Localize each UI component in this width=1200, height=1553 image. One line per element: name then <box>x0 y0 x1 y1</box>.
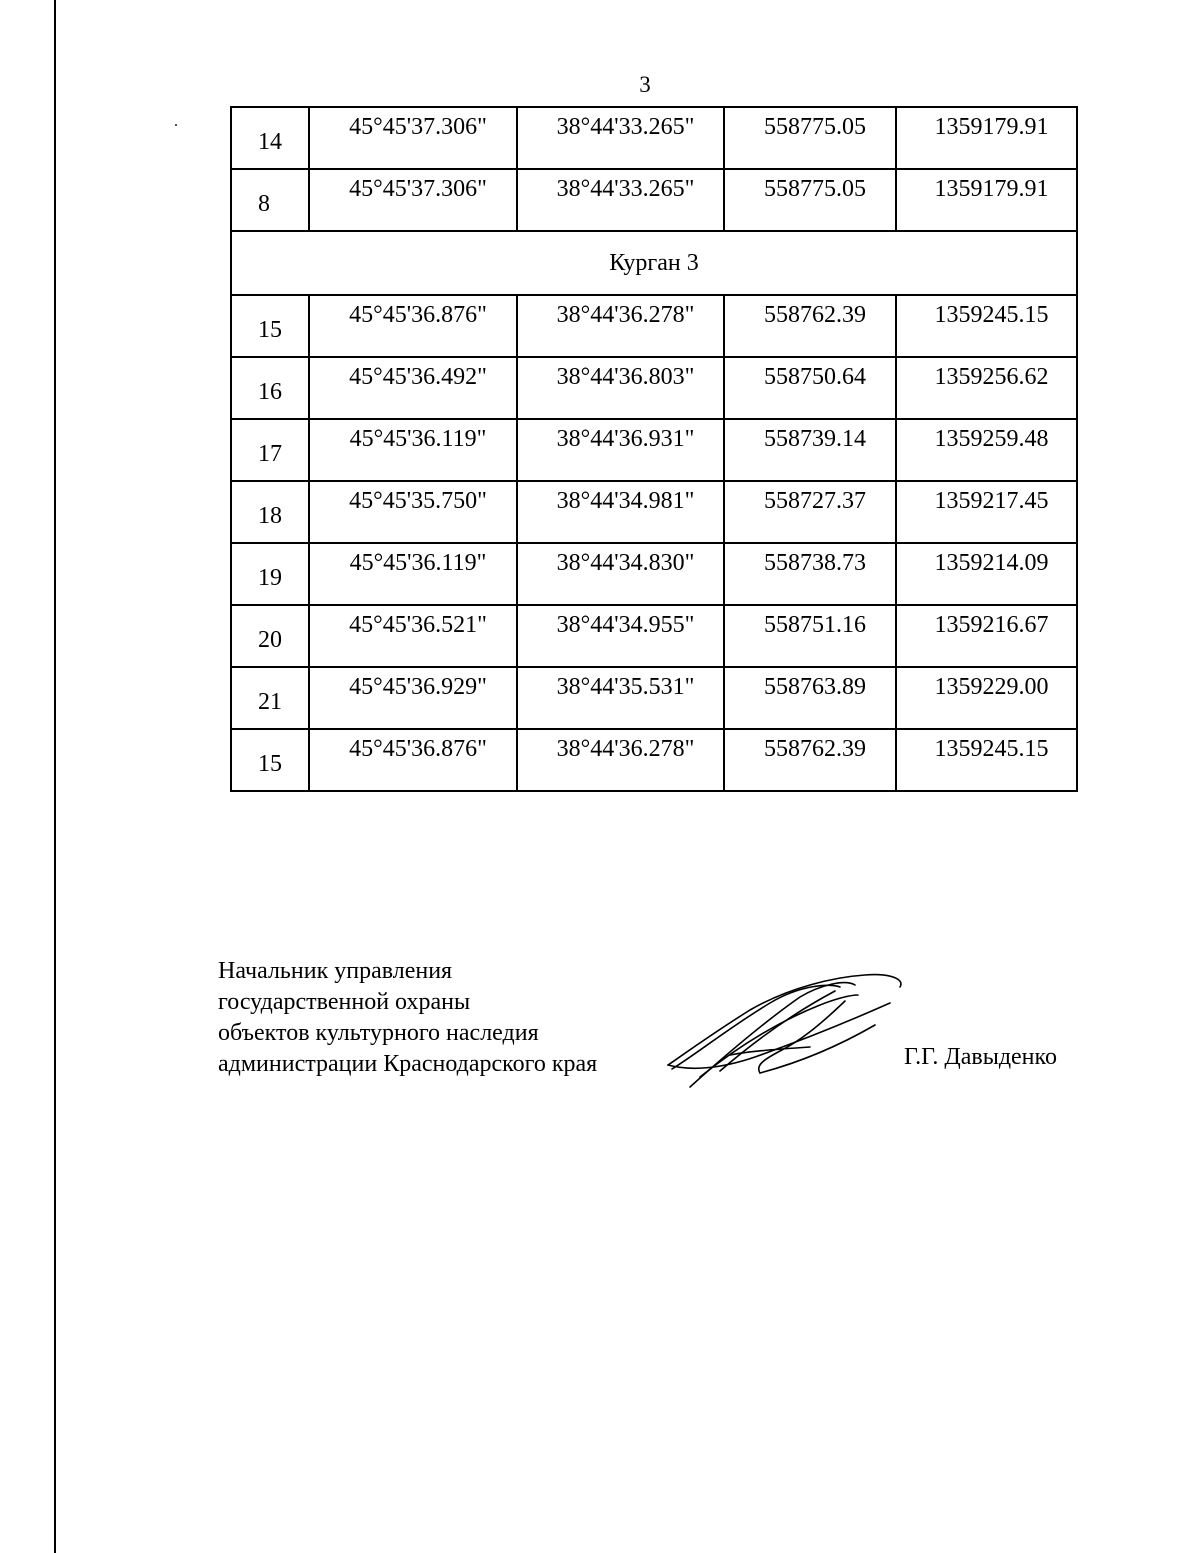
table-row <box>231 605 1077 667</box>
point-number-cell: 15 <box>231 295 309 357</box>
point-number-cell: 21 <box>231 667 309 729</box>
longitude-cell: 38°44'34.830" <box>517 543 724 605</box>
longitude-cell: 38°44'36.931" <box>517 419 724 481</box>
longitude-cell: 38°44'36.803" <box>517 357 724 419</box>
point-number-cell: 19 <box>231 543 309 605</box>
table-row <box>231 667 1077 729</box>
latitude-cell: 45°45'36.876" <box>309 729 517 791</box>
section-row <box>231 231 1077 295</box>
table-row <box>231 169 1077 231</box>
latitude-cell: 45°45'36.119" <box>309 543 517 605</box>
y-coordinate-cell: 1359259.48 <box>896 419 1077 481</box>
x-coordinate-cell: 558751.16 <box>724 605 896 667</box>
coordinates-table <box>230 106 1078 792</box>
x-coordinate-cell: 558727.37 <box>724 481 896 543</box>
point-number-cell: 20 <box>231 605 309 667</box>
x-coordinate-cell: 558738.73 <box>724 543 896 605</box>
point-number-cell: 18 <box>231 481 309 543</box>
point-number-cell: 14 <box>231 107 309 169</box>
signatory-name: Г.Г. Давыденко <box>904 1044 1057 1070</box>
longitude-cell: 38°44'34.981" <box>517 481 724 543</box>
x-coordinate-cell: 558775.05 <box>724 107 896 169</box>
table-row <box>231 543 1077 605</box>
scan-border-line <box>54 0 56 1553</box>
table-row <box>231 357 1077 419</box>
longitude-cell: 38°44'33.265" <box>517 169 724 231</box>
y-coordinate-cell: 1359179.91 <box>896 169 1077 231</box>
position-line: объектов культурного наследия <box>218 1020 539 1046</box>
latitude-cell: 45°45'37.306" <box>309 169 517 231</box>
page-number: 3 <box>639 72 651 97</box>
latitude-cell: 45°45'35.750" <box>309 481 517 543</box>
point-number-cell: 16 <box>231 357 309 419</box>
latitude-cell: 45°45'36.492" <box>309 357 517 419</box>
table-row <box>231 481 1077 543</box>
longitude-cell: 38°44'33.265" <box>517 107 724 169</box>
latitude-cell: 45°45'36.876" <box>309 295 517 357</box>
position-line: Начальник управления <box>218 958 453 984</box>
point-number-cell: 17 <box>231 419 309 481</box>
table-row <box>231 419 1077 481</box>
point-number-cell: 15 <box>231 729 309 791</box>
y-coordinate-cell: 1359245.15 <box>896 729 1077 791</box>
position-line: государственной охраны <box>218 989 471 1015</box>
section-title: Курган 3 <box>231 231 1077 295</box>
coordinates-table-body <box>231 107 1077 791</box>
y-coordinate-cell: 1359229.00 <box>896 667 1077 729</box>
x-coordinate-cell: 558775.05 <box>724 169 896 231</box>
scan-speck <box>175 124 177 126</box>
y-coordinate-cell: 1359216.67 <box>896 605 1077 667</box>
y-coordinate-cell: 1359217.45 <box>896 481 1077 543</box>
x-coordinate-cell: 558762.39 <box>724 295 896 357</box>
x-coordinate-cell: 558762.39 <box>724 729 896 791</box>
y-coordinate-cell: 1359179.91 <box>896 107 1077 169</box>
table-row <box>231 729 1077 791</box>
table-row <box>231 295 1077 357</box>
y-coordinate-cell: 1359256.62 <box>896 357 1077 419</box>
x-coordinate-cell: 558750.64 <box>724 357 896 419</box>
signatory-position <box>218 956 597 1080</box>
longitude-cell: 38°44'36.278" <box>517 295 724 357</box>
point-number-cell: 8 <box>231 169 309 231</box>
latitude-cell: 45°45'37.306" <box>309 107 517 169</box>
x-coordinate-cell: 558763.89 <box>724 667 896 729</box>
longitude-cell: 38°44'34.955" <box>517 605 724 667</box>
y-coordinate-cell: 1359245.15 <box>896 295 1077 357</box>
longitude-cell: 38°44'36.278" <box>517 729 724 791</box>
handwritten-signature <box>660 965 910 1095</box>
table-row <box>231 107 1077 169</box>
position-line: администрации Краснодарского края <box>218 1051 598 1077</box>
latitude-cell: 45°45'36.929" <box>309 667 517 729</box>
longitude-cell: 38°44'35.531" <box>517 667 724 729</box>
x-coordinate-cell: 558739.14 <box>724 419 896 481</box>
y-coordinate-cell: 1359214.09 <box>896 543 1077 605</box>
latitude-cell: 45°45'36.119" <box>309 419 517 481</box>
latitude-cell: 45°45'36.521" <box>309 605 517 667</box>
